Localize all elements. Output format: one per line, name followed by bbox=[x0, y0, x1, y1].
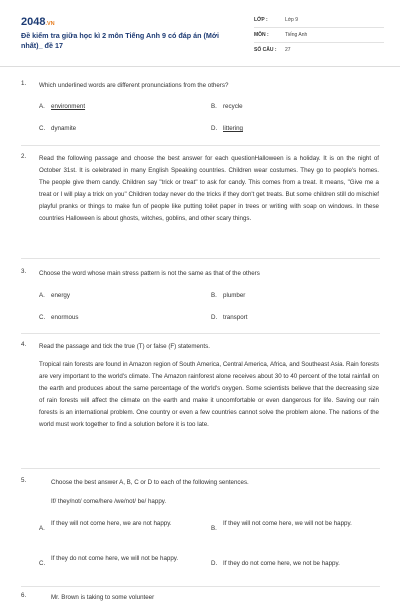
question-passage: Read the following passage and choose the best answer for each questionHalloween is a holiday. It is on the night of October 31st. It is celebrated in many English Speaking countries. Children wear costumes. They go to people's homes. The people give them candy. Children say "trick or treat" to ask for candy. This comes from a treat. It means, "Give me a treat or I will play a trick on you" Children today never do the tricks if they don't get treats. But some children still do mischief playful pranks or things to make fun of people like putting toilet paper in trees or writing with soap on windows. In these countries Halloween is about ghosts, witches, goblins, and other scary things. bbox=[39, 155, 379, 222]
divider bbox=[254, 42, 384, 43]
option-letter: C. bbox=[39, 560, 46, 567]
document-header bbox=[0, 0, 400, 67]
option-text: environment bbox=[51, 103, 86, 110]
question-number: 6. bbox=[21, 592, 27, 599]
divider bbox=[21, 468, 380, 469]
option-text: If they do not come here, we will not be happy. bbox=[51, 555, 179, 562]
option-text: dynamite bbox=[51, 125, 77, 132]
logo-main: 2048 bbox=[21, 16, 46, 28]
option-text: If they will not come here, we are not happy. bbox=[51, 520, 172, 527]
question-number: 5. bbox=[21, 477, 27, 484]
divider bbox=[254, 27, 384, 28]
option-letter: A. bbox=[39, 292, 45, 299]
question-number: 3. bbox=[21, 268, 27, 275]
option-letter: B. bbox=[211, 525, 217, 532]
meta-value: Tiếng Anh bbox=[285, 32, 308, 38]
divider bbox=[21, 258, 380, 259]
option-d[interactable] bbox=[211, 125, 243, 132]
meta-key: LỚP : bbox=[254, 17, 268, 23]
question-text: Mr. Brown is taking to some volunteer bbox=[51, 594, 155, 601]
reading-passage: Tropical rain forests are found in Amazon region of South America, Central America, Africa, and Southeast Asia. Rain forests are very important to the world's climate. The Amazon rainforest alone receives about 30 to 40 percent of the total rainfall on the earth and produces about the same percentage of the world's oxygen. Some scientists believe that the decreasing size of rain forests will affect the climate on the earth and make it uncomfortable or even dangerous for life. Saving our rain forests is an international problem. One country or even a few countries cannot solve the problem alone. The nations of the world must work together to find a solution before it is too late. bbox=[39, 361, 379, 428]
option-d[interactable] bbox=[211, 314, 247, 321]
meta-key: SỐ CÂU : bbox=[254, 47, 277, 53]
question-text: Which underlined words are different pronunciations from the others? bbox=[39, 82, 229, 89]
question-number: 1. bbox=[21, 80, 27, 87]
option-c[interactable] bbox=[39, 125, 76, 132]
option-letter: C. bbox=[39, 125, 46, 132]
question-number: 4. bbox=[21, 341, 27, 348]
meta-key: MÔN : bbox=[254, 32, 269, 38]
document-title: Đề kiểm tra giữa học kì 2 môn Tiếng Anh 9 có đáp án (Mới nhất)_ đề 17 bbox=[21, 31, 220, 50]
option-b[interactable] bbox=[211, 292, 245, 299]
option-text: littering bbox=[223, 125, 243, 132]
option-text: If they will not come here, we will not be happy. bbox=[223, 520, 352, 527]
option-a[interactable] bbox=[39, 292, 70, 299]
option-b[interactable] bbox=[211, 103, 243, 110]
meta-value: Lớp 9 bbox=[285, 17, 299, 23]
option-c[interactable] bbox=[39, 314, 79, 321]
option-d[interactable] bbox=[211, 554, 381, 576]
site-logo[interactable] bbox=[21, 16, 55, 28]
option-letter: B. bbox=[211, 103, 217, 110]
divider bbox=[21, 145, 380, 146]
option-letter: C. bbox=[39, 314, 46, 321]
divider bbox=[21, 333, 380, 334]
option-letter: A. bbox=[39, 103, 45, 110]
divider bbox=[21, 586, 380, 587]
option-text: energy bbox=[51, 292, 70, 299]
question-text: Choose the word whose main stress pattern is not the same as that of the others bbox=[39, 270, 260, 277]
option-b[interactable] bbox=[211, 519, 381, 541]
option-a[interactable] bbox=[39, 519, 199, 541]
option-a[interactable] bbox=[39, 103, 85, 110]
option-letter: A. bbox=[39, 525, 45, 532]
question-text: Read the passage and tick the true (T) or false (F) statements. bbox=[39, 343, 210, 350]
logo-suffix: .VN bbox=[45, 21, 55, 27]
option-letter: B. bbox=[211, 292, 217, 299]
option-c[interactable] bbox=[39, 554, 199, 576]
option-letter: D. bbox=[211, 125, 218, 132]
meta-value: 27 bbox=[285, 47, 291, 53]
option-text: recycle bbox=[223, 103, 243, 110]
question-number: 2. bbox=[21, 153, 27, 160]
option-text: plumber bbox=[223, 292, 246, 299]
option-text: enormous bbox=[51, 314, 79, 321]
option-text: transport bbox=[223, 314, 248, 321]
option-letter: D. bbox=[211, 560, 218, 567]
option-letter: D. bbox=[211, 314, 218, 321]
question-text: Choose the best answer A, B, C or D to each of the following sentences. bbox=[51, 479, 249, 486]
question-prompt: If/ they/not/ come/here /we/not/ be/ happy. bbox=[51, 498, 167, 505]
option-text: If they do not come here, we not be happy. bbox=[223, 560, 340, 567]
